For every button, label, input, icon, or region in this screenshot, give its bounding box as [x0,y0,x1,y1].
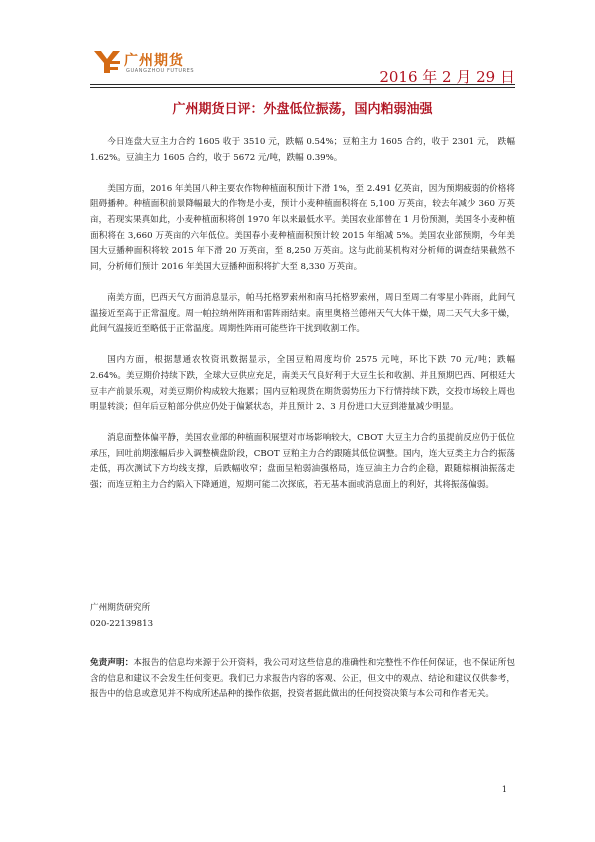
company-logo-icon [92,48,122,76]
paragraph-outlook: 消息面整体偏平静，美国农业部的种植面积展望对市场影响较大，CBOT 大豆主力合约虽提前反应仍于低位承压，回吐前期涨幅后步入调整横盘阶段，CBOT 豆粕主力合约跟随其低位调整。国内，连大豆类主力合约振荡走低，再次测试下方均线支撑，后跌幅收窄；盘面呈粕弱油强格局，连豆油主力合约企稳，跟随棕榈油振荡走强；而连豆粕主力合约陷入下降通道，短期可能二次探底，若无基本面或消息面上的利好，其将振荡偏弱。 [90,433,515,491]
company-logo [92,48,212,78]
paragraph-south-america: 南美方面，巴西天气方面消息显示，帕马托格罗索州和南马托格罗索州，周日至周二有零星小阵雨，此间气温接近至高于正常温度。周一帕拉纳州阵雨和雷阵雨结束。南里奥格兰德州天气大体干燥，周二天气大多干燥，此间气温接近至略低于正常温度。周期性阵雨可能些许干扰到收割工作。 [90,292,515,335]
page-number: 1 [501,785,507,794]
disclaimer [90,656,515,703]
paragraph-us: 美国方面，2016 年美国八种主要农作物种植面积预计下滑 1%，至 2.491 亿英亩，因为预期疲弱的价格将阻碍播种。种植面积前景降幅最大的作物是小麦，预计小麦种植面积将在 5,100 万英亩，较去年减少 360 万英亩，若现实果真如此，小麦种植面积将创 1970 年以来最低水平。美国农业部曾在 1 月份预测，美国冬小麦种植面积将在 3,660 万英亩的六年低位。美国春小麦种植面积预计较 2015 年缩减 5%。美国农业部预期，今年美国大豆播种面积将较 2015 年下滑 20 万英亩，至 8,250 万英亩。这与此前某机构对分析师的调查结果截然不同，分析师们预计 2016 年美国大豆播种面积将扩大至 8,330 万英亩。 [90,183,515,272]
contact-org: 广州期货研究所 [90,603,151,613]
header-rule-thick [90,84,515,85]
paragraph-market-close: 今日连盘大豆主力合约 1605 收于 3510 元，跌幅 0.54%；豆粕主力 1605 合约，收于 2301 元， 跌幅 1.62%。豆油主力 1605 合约，收于 5672 元/吨，跌幅 0.39%。 [90,137,515,163]
header-rule-thin [90,87,515,88]
logo-text-en: GUANGZHOU FUTURES [126,68,195,74]
disclaimer-label: 免责声明： [90,658,134,668]
report-date: 2016 年 2 月 29 日 [379,68,515,86]
contact-block [90,601,153,632]
contact-phone: 020-22139813 [90,618,154,629]
report-body [90,135,515,509]
logo-text-cn: 广州期货 [124,53,184,69]
report-title: 广州期货日评：外盘低位振荡，国内粕弱油强 [172,102,433,117]
paragraph-domestic: 国内方面，根据慧通农牧资讯数据显示，全国豆粕周度均价 2575 元吨，环比下跌 70 元/吨；跌幅 2.64%。美豆期价持续下跌，全球大豆供应充足，南美天气良好利于大豆生长和收割、并且预期巴西、阿根廷大豆丰产前景乐观，对美豆期价构成较大拖累；国内豆粕现货在期货弱势压力下行情持续下跌，交投市场较上周也明显转淡；但年后豆粕部分供应仍处于偏紧状态，并且预计 2、3 月份进口大豆到港量减少明显。 [90,355,515,413]
disclaimer-text: 本报告的信息均来源于公开资料，我公司对这些信息的准确性和完整性不作任何保证，也不保证所包含的信息和建议不会发生任何变更。我们已力求报告内容的客观、公正，但文中的观点、结论和建议仅供参考，报告中的信息或意见并不构成所述品种的操作依据，投资者据此做出的任何投资决策与本公司和作者无关。 [90,658,515,700]
